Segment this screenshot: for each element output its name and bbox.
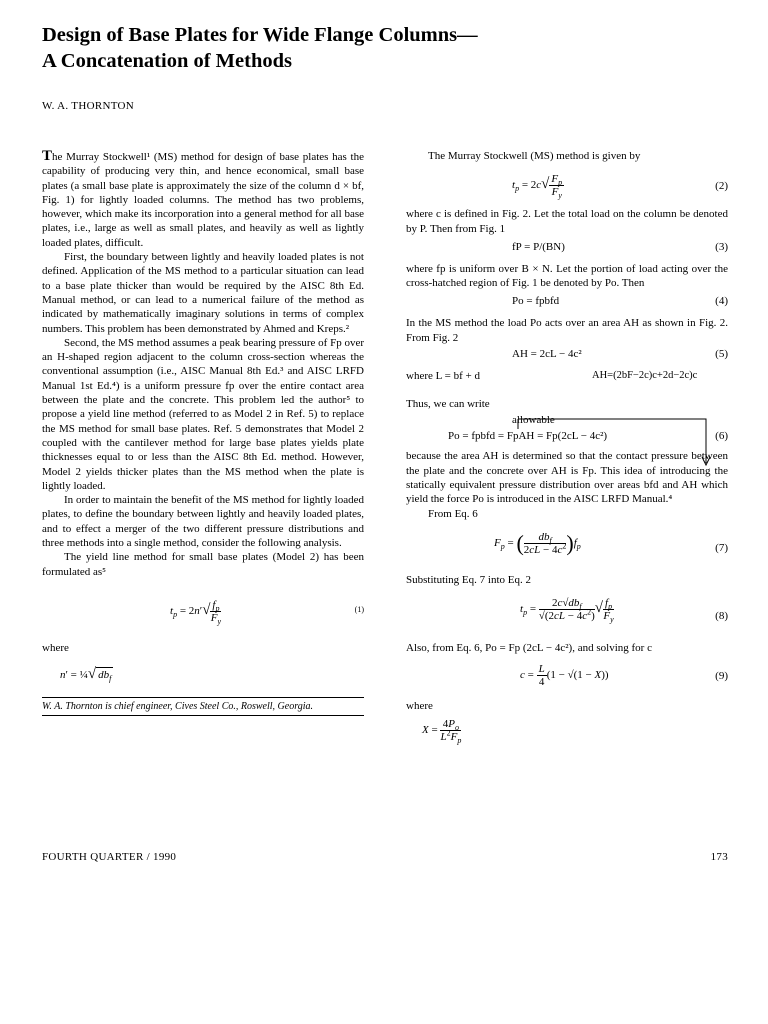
equation-5-number: (5)	[715, 348, 728, 361]
equation-x	[406, 718, 728, 758]
handwritten-ah-note: AH=(2bF−2c)c+2d−2c)c	[592, 370, 698, 382]
drop-cap: T	[42, 148, 53, 164]
paragraph-second-problem: Second, the MS method assumes a peak bearing pressure of Fp over an H-shaped region adjacent to the column cross-section whereas the conventional assumption (i.e., AISC Manual 8th Ed.³ and AISC LRFD Manual 1st Ed.⁴) is a uniform pressure fp over the entire contact area between the plate and the concrete. This problem led the author⁵ to propose a yield line method (referred to as Model 2 in Ref. 5) to replace the MS method for small base plates. Ref. 5 demonstrates that Model 2 coupled with the cantilever method for large base plates yields plate thicknesses equal to or less than the AISC 8th Ed. method. However, Model 2 yields thicker plates than the MS method when the plate is lightly loaded.	[42, 336, 364, 492]
equation-5	[406, 347, 728, 369]
handwritten-arrow	[406, 413, 728, 449]
page-number: 173	[710, 851, 728, 863]
equation-6	[406, 413, 728, 449]
paragraph-intro	[42, 149, 364, 250]
equation-2-body: $t_p = 2c√$ $\frac{F_p}{F_y}$	[512, 173, 563, 201]
equation-3	[406, 240, 728, 262]
equation-3-body: fP = P/(BN)	[512, 240, 565, 253]
equation-1	[42, 593, 364, 635]
equation-7	[406, 525, 728, 573]
paragraph-ms-intro: The Murray Stockwell (MS) method is given by	[428, 150, 641, 162]
equation-7-body: $F_p$ = ( $\frac{db_f}{2cL - 4c^2}$ )$f_p$	[494, 530, 581, 556]
paragraph-ms-load: In the MS method the load Po acts over an area AH as shown in Fig. 2. From Fig. 2	[406, 317, 728, 344]
paragraph-total-load: where c is defined in Fig. 2. Let the total load on the column be denoted by P. Then from Fig. 1	[406, 208, 728, 235]
footer-issue: FOURTH QUARTER / 1990	[42, 851, 177, 863]
equation-1-body: $t_p = 2n'√$ $\frac{f_p}{F_y}$	[170, 598, 222, 627]
equation-3-number: (3)	[715, 240, 728, 253]
equation-x-body: X = $\frac{4P_o}{L^2F_p}$	[422, 717, 462, 745]
title-line-2: A Concatenation of Methods	[42, 50, 292, 72]
paragraph-thus: Thus, we can write	[406, 398, 490, 411]
paragraph-solving-c: Also, from Eq. 6, Po = Fp (2cL − 4c²), and solving for c	[406, 642, 652, 655]
where-l-text: where L = bf + d	[406, 370, 481, 383]
equation-2	[406, 169, 728, 207]
right-column	[406, 149, 728, 758]
equation-9-number: (9)	[715, 670, 728, 683]
equation-4-body: Po = fpbfd	[512, 295, 560, 308]
equation-6-body: Po = fpbfd = FpAH = Fp(2cL − 4c²)	[448, 430, 608, 443]
equation-2-number: (2)	[715, 180, 728, 193]
equation-n-prime	[42, 663, 364, 689]
where-label-left: where	[42, 641, 69, 654]
left-column	[42, 149, 364, 716]
equation-1-number: (1)	[354, 604, 364, 614]
handwritten-allowable-note: allowable	[512, 414, 555, 427]
equation-9	[406, 659, 728, 699]
where-label-right: where	[406, 700, 433, 713]
where-l-line	[406, 369, 728, 397]
paragraph-yield-line: The yield line method for small base plates (Model 2) has been formulated as⁵	[42, 551, 364, 578]
equation-4-number: (4)	[715, 295, 728, 308]
equation-4	[406, 294, 728, 316]
equation-9-body: c = $\frac{L}{4}$ (1 − √(1 − X))	[520, 663, 609, 689]
paragraph-intro-text: he Murray Stockwell¹ (MS) method for design of base plates has the capability of producing very thin, and hence economical, small base plates (a small base plate is approximately the size of the column d × bf, Fig. 1) for lightly loaded columns. The method has two problems, however, which make its incorporation into a general method for all base plates, i.e., large as well as small plates, and heavily as well as lightly loaded plates, difficult.	[42, 151, 364, 249]
paragraph-because: because the area AH is determined so that the contact pressure between the plate and the concrete over AH is Fp. This idea of introducing the statically equivalent pressure distribution over areas bfd and AH which yield the force Po is introduced in the AISC LRFD Manual.⁴	[406, 450, 728, 506]
equation-8-number: (8)	[715, 610, 728, 623]
equation-n-prime-body: n′ = ¼√ $db_f$	[60, 666, 112, 684]
author-name: W. A. THORNTON	[42, 100, 135, 112]
paragraph-substituting: Substituting Eq. 7 into Eq. 2	[406, 573, 531, 586]
title-line-1: Design of Base Plates for Wide Flange Columns—	[42, 24, 478, 46]
paragraph-analysis: In order to maintain the benefit of the MS method for lightly loaded plates, to define the boundary between lightly and heavily loaded plates, and to effect a merger of the two different pressure distributions and three methods into a single method, consider the following analysis.	[42, 494, 364, 550]
article-title	[42, 22, 732, 74]
paragraph-first-problem: First, the boundary between lightly and heavily loaded plates is not defined. Application of the MS method to a particular situation can lead to a base plate thicker than would be required by the AISC 8th Ed. Manual method, or can lead to a numerical failure of the method as indicated by mathematically imaginary solutions in terms of complex numbers. This problem has been demonstrated by Ahmed and Kreps.²	[42, 251, 364, 335]
equation-7-number: (7)	[715, 541, 728, 554]
equation-6-number: (6)	[715, 430, 728, 443]
paragraph-from-eq6: From Eq. 6	[428, 507, 478, 520]
equation-5-body: AH = 2cL − 4c²	[512, 348, 582, 361]
author-footnote: W. A. Thornton is chief engineer, Cives Steel Co., Roswell, Georgia.	[42, 697, 364, 716]
paragraph-uniform-load: where fp is uniform over B × N. Let the portion of load acting over the cross-hatched region of Fig. 1 be denoted by Po. Then	[406, 262, 728, 290]
equation-8	[406, 593, 728, 641]
equation-8-body: $t_p$ = $\frac{2c√db_f}{√(2cL - 4c^2)}$ √ $\frac{f_p}{F_y}$	[520, 597, 614, 625]
